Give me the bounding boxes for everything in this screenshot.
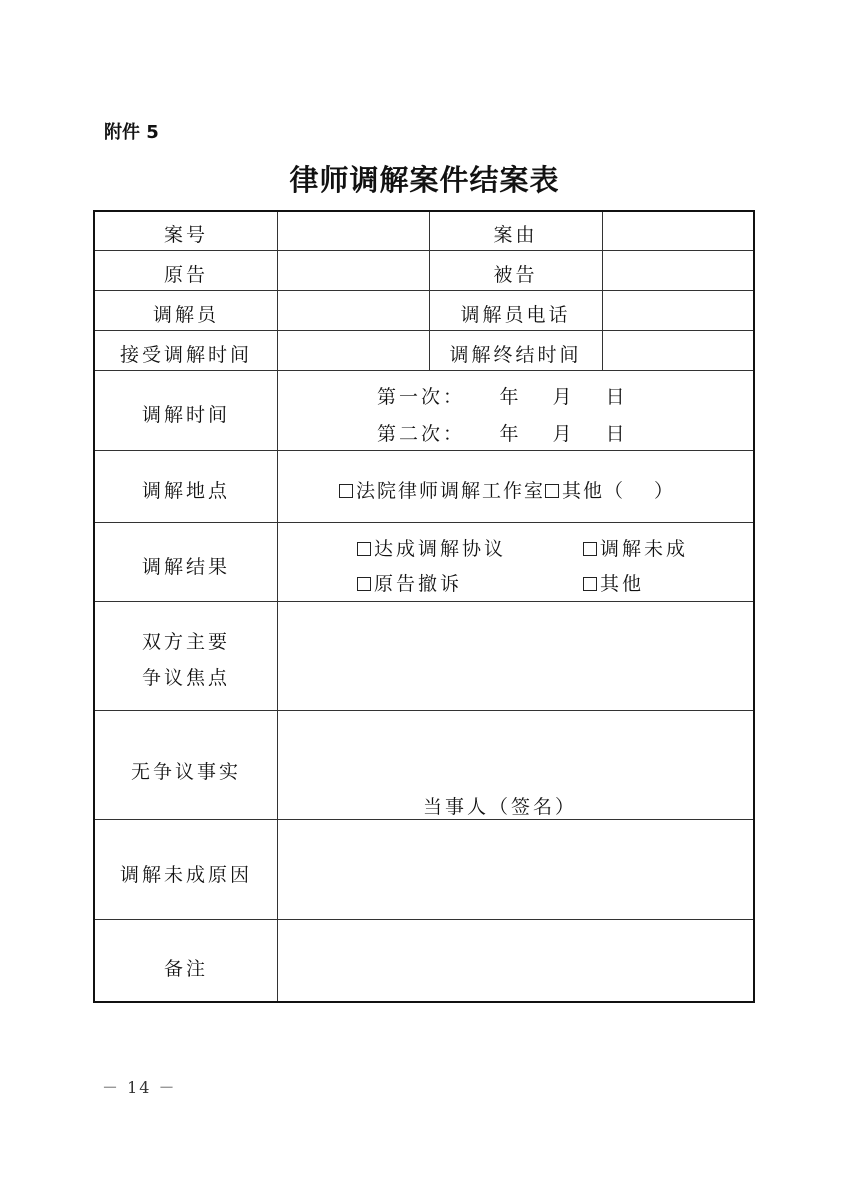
checkbox-result-other[interactable]: [583, 577, 597, 591]
party-signature-label: 当事人（签名）: [423, 796, 578, 818]
label-plaintiff: 原告: [163, 264, 208, 286]
case-closing-form: [93, 210, 755, 1003]
checkbox-court-studio[interactable]: [339, 484, 353, 498]
label-defendant: 被告: [493, 264, 538, 286]
row-divider: [95, 370, 753, 371]
checkbox-location-other[interactable]: [545, 484, 559, 498]
result-option-other: [583, 569, 644, 596]
label-location: 调解地点: [141, 480, 230, 502]
result-option-withdraw: [357, 569, 462, 596]
label-dispute-focus-line2: 争议焦点: [141, 667, 230, 689]
second-session-date: 第二次： 年 月 日: [377, 423, 628, 445]
location-options: [339, 476, 675, 503]
result-option-failed: [583, 534, 688, 561]
option-court-studio: 法院律师调解工作室: [356, 480, 546, 502]
row-divider: [95, 250, 753, 251]
label-remarks: 备注: [163, 958, 208, 980]
label-mediation-time: 调解时间: [141, 404, 230, 426]
label-mediator: 调解员: [152, 304, 219, 326]
column-divider: [602, 212, 603, 370]
form-title: 律师调解案件结案表: [289, 163, 560, 197]
label-end-time: 调解终结时间: [449, 344, 582, 366]
checkbox-agreement[interactable]: [357, 542, 371, 556]
row-divider: [95, 601, 753, 602]
option-agreement-label: 达成调解协议: [374, 538, 507, 560]
label-result: 调解结果: [141, 556, 230, 578]
attachment-label: 附件 5: [104, 122, 159, 143]
label-failure-reason: 调解未成原因: [119, 864, 252, 886]
option-failed-label: 调解未成: [600, 538, 689, 560]
row-divider: [95, 290, 753, 291]
option-withdraw-label: 原告撤诉: [374, 573, 463, 595]
checkbox-failed[interactable]: [583, 542, 597, 556]
row-divider: [95, 522, 753, 523]
option-location-other: 其他（ ）: [562, 480, 676, 502]
label-mediator-phone: 调解员电话: [460, 304, 571, 326]
column-divider: [277, 212, 278, 1001]
row-divider: [95, 919, 753, 920]
option-result-other-label: 其他: [600, 573, 645, 595]
label-case-no: 案号: [163, 224, 208, 246]
result-option-agreement: [357, 534, 506, 561]
first-session-date: 第一次： 年 月 日: [377, 386, 628, 408]
page-number: － 14 －: [102, 1078, 177, 1097]
label-accept-time: 接受调解时间: [119, 344, 252, 366]
row-divider: [95, 819, 753, 820]
checkbox-withdraw[interactable]: [357, 577, 371, 591]
row-divider: [95, 330, 753, 331]
label-dispute-focus-line1: 双方主要: [141, 631, 230, 653]
label-case-cause: 案由: [493, 224, 538, 246]
row-divider: [95, 450, 753, 451]
row-divider: [95, 710, 753, 711]
label-undisputed-facts: 无争议事实: [130, 761, 241, 783]
